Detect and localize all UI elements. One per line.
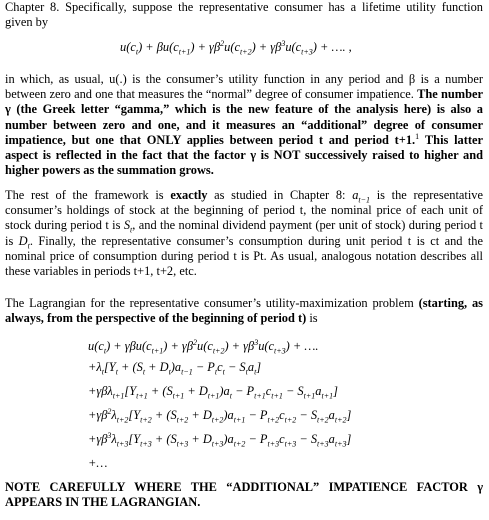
s-t: $S_t$ [123,218,133,235]
paragraph-lagrangian-intro [5,296,483,326]
para3-a: The Lagrangian for the representative consumer’s utility-maximization problem [5,296,414,310]
para3-b: is [309,311,318,326]
para2-a: The rest of the framework is [5,188,164,202]
footnote-marker: 1 [415,131,420,141]
lagrangian-line-1: $u(c_t) + \gamma\beta u(c_{t+1}) + \gamma\beta^2u(c_{t+2}) + \gamma\beta^3u(c_{t+3})$ + …. [88,337,319,356]
para1-bold-2: This latter aspect is reflected in the fact that the factor γ is NOT successively raised to higher and higher powers as the summation grows. [5,132,483,178]
a-t-minus-1: $a_{t-1}$ [352,188,371,205]
lagrangian-line-5: $+\gamma\beta^3\lambda_{t+3}[Y_{t+3} + (S_{t+3} + D_{t+3})a_{t+2} - P_{t+3}c_{t+3} - S_{t+3}a_{t+3}]$ [88,430,352,449]
para2-bold: exactly [170,188,208,202]
para2-d: , and the nominal dividend payment (per unit of stock) during period t is [5,218,483,248]
para2-e: . Finally, the representative consumer’s consumption during unit period t is ct and the nominal price of consumption during period t is Pt. As usual, analogous notation describes all these variables in periods t+1, t+2, etc. [5,233,483,279]
lagrangian-line-4: $+\gamma\beta^2\lambda_{t+2}[Y_{t+2} + (S_{t+2} + D_{t+2})a_{t+1} - P_{t+2}c_{t+2} - S_{t+2}a_{t+2}]$ [88,406,352,425]
para1-plain: in which, as usual, u(.) is the consumer’s utility function in any period and β is a number between zero and one that measures the “normal” degree of consumer impatience. [5,72,483,102]
para2-c: is the representative consumer’s holdings of stock at the beginning of period t, the nominal price of each unit of stock during period t is [5,188,483,233]
note-text: NOTE CAREFULLY WHERE THE “ADDITIONAL” IMPATIENCE FACTOR γ APPEARS IN THE LAGRANGIAN. [5,480,483,510]
para2-b: as studied in Chapter 8: [214,188,346,202]
lagrangian-line-3: $+\gamma\beta\lambda_{t+1}[Y_{t+1} + (S_{t+1} + D_{t+1})a_t - P_{t+1}c_{t+1} - S_{t+1}a_{t+1}]$ [88,384,338,401]
para3-bold: (starting, as always, from the perspective of the beginning of period t) [5,296,483,326]
paragraph-framework [5,188,483,279]
para1-bold: The number γ (the Greek letter “gamma,” which is the new feature of the analysis here) is also a number between zero and one, and it measures an “additional” degree of consumer impatience, but one that ONLY applies between period t and period t+1. [5,87,483,147]
lagrangian-line-6: +… [88,456,108,470]
lagrangian-line-2: $+\lambda_t[Y_t + (S_t + D_t)a_{t-1} - P_tc_t - S_ta_t]$ [88,360,262,377]
intro-text: Chapter 8. Specifically, suppose the representative consumer has a lifetime utility function given by [5,0,483,30]
paragraph-gamma [5,72,483,178]
d-t: $D_t$ [18,233,30,251]
utility-equation: $u(c_t) + \beta u(c_{t+1}) + \gamma\beta^2u(c_{t+2}) + \gamma\beta^3u(c_{t+3})$ + …. , [120,38,352,57]
